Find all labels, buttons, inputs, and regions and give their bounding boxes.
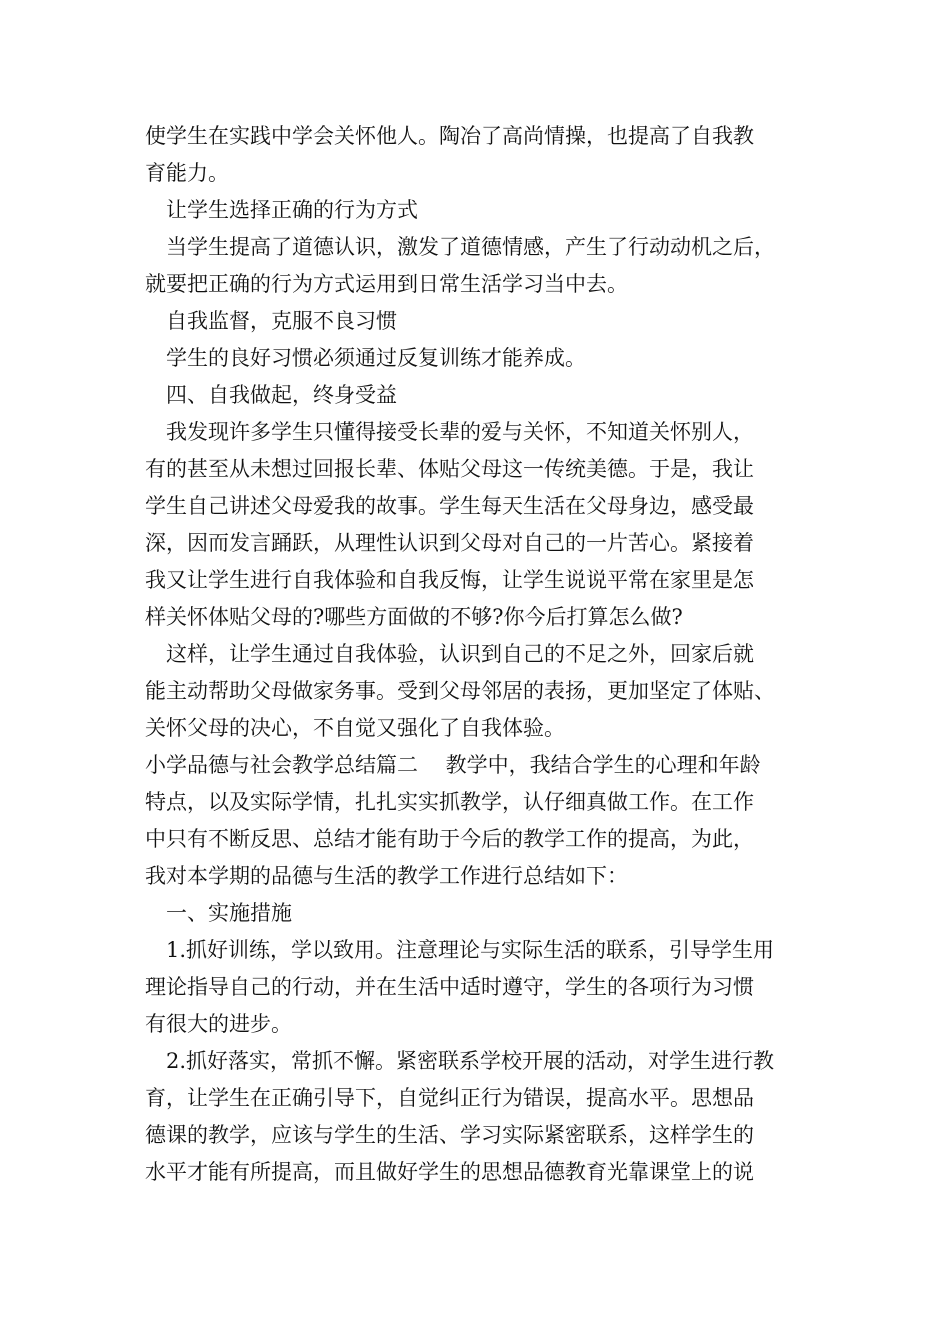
text-line: 关怀父母的决心，不自觉又强化了自我体验。 — [145, 716, 565, 740]
text-line: 2.抓好落实，常抓不懈。紧密联系学校开展的活动，对学生进行教 — [166, 1049, 775, 1073]
text-line: 四、自我做起，终身受益 — [166, 383, 397, 407]
text-line: 这样，让学生通过自我体验，认识到自己的不足之外，回家后就 — [166, 642, 754, 666]
text-line: 有的甚至从未想过回报长辈、体贴父母这一传统美德。于是，我让 — [145, 457, 754, 481]
text-line: 学生的良好习惯必须通过反复训练才能养成。 — [166, 346, 586, 370]
text-line: 育，让学生在正确引导下，自觉纠正行为错误，提高水平。思想品 — [145, 1086, 754, 1110]
text-line: 学生自己讲述父母爱我的故事。学生每天生活在父母身边，感受最 — [145, 494, 754, 518]
text-line: 能主动帮助父母做家务事。受到父母邻居的表扬，更加坚定了体贴、 — [145, 679, 775, 703]
text-line: 深，因而发言踊跃，从理性认识到父母对自己的一片苦心。紧接着 — [145, 531, 754, 555]
text-line: 我发现许多学生只懂得接受长辈的爱与关怀，不知道关怀别人， — [166, 420, 754, 444]
text-line: 自我监督，克服不良习惯 — [166, 309, 397, 333]
text-line: 水平才能有所提高，而且做好学生的思想品德教育光靠课堂上的说 — [145, 1160, 754, 1184]
text-line: 一、实施措施 — [166, 901, 292, 925]
document-body — [145, 118, 815, 1191]
text-line: 就要把正确的行为方式运用到日常生活学习当中去。 — [145, 272, 628, 296]
text-line: 让学生选择正确的行为方式 — [166, 198, 418, 222]
text-line: 特点，以及实际学情，扎扎实实抓教学，认仔细真做工作。在工作 — [145, 790, 754, 814]
text-line: 1.抓好训练，学以致用。注意理论与实际生活的联系，引导学生用 — [166, 938, 775, 962]
text-line: 我又让学生进行自我体验和自我反悔，让学生说说平常在家里是怎 — [145, 568, 754, 592]
text-line: 中只有不断反思、总结才能有助于今后的教学工作的提高，为此， — [145, 827, 754, 851]
text-line: 育能力。 — [145, 161, 229, 185]
text-line: 理论指导自己的行动，并在生活中适时遵守，学生的各项行为习惯 — [145, 975, 754, 999]
text-line: 德课的教学，应该与学生的生活、学习实际紧密联系，这样学生的 — [145, 1123, 754, 1147]
text-line: 使学生在实践中学会关怀他人。陶冶了高尚情操，也提高了自我教 — [145, 124, 754, 148]
text-line: 小学品德与社会教学总结篇二 教学中，我结合学生的心理和年龄 — [145, 753, 761, 777]
text-line: 当学生提高了道德认识，激发了道德情感，产生了行动动机之后， — [166, 235, 775, 259]
text-line: 我对本学期的品德与生活的教学工作进行总结如下： — [145, 864, 628, 888]
text-line: 样关怀体贴父母的?哪些方面做的不够?你今后打算怎么做? — [145, 605, 683, 629]
text-line: 有很大的进步。 — [145, 1012, 292, 1036]
